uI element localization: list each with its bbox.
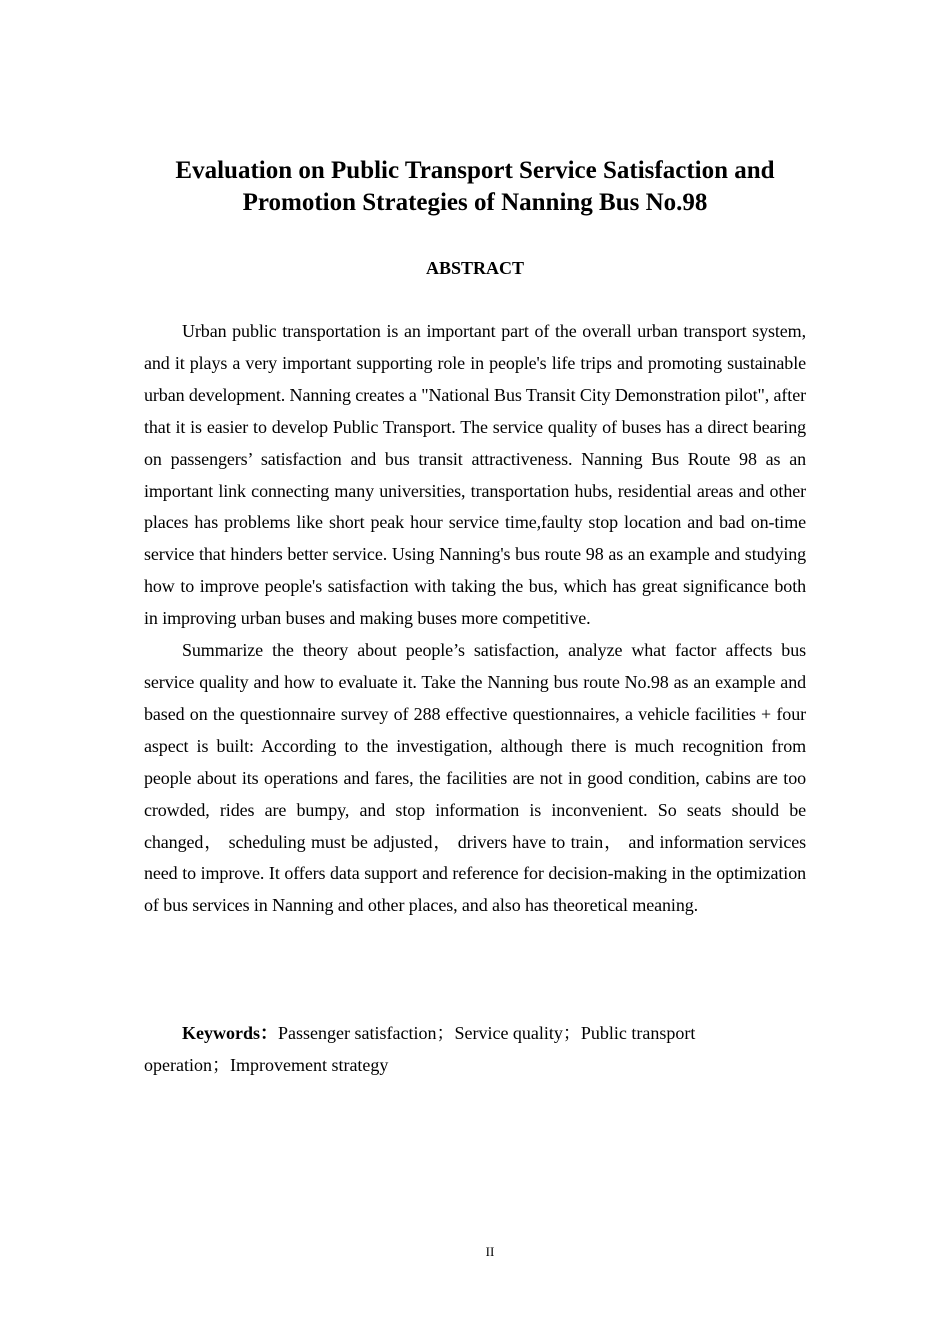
abstract-body — [144, 316, 806, 922]
page-number: II — [485, 1244, 495, 1259]
abstract-paragraph-2: Summarize the theory about people’s satisfaction, analyze what factor affects bus service quality and how to evaluate it. Take the Nanning bus route No.98 as an example and based on the questionnaire survey of 288 effective questionnaires, a vehicle facilities + four aspect is built: According to the investigation, although there is much recognition from people about its operations and fares, the facilities are not in good condition, cabins are too crowded, rides are bumpy, and stop information is inconvenient. So seats should be changed， scheduling must be adjusted， drivers have to train， and information services need to improve. It offers data support and reference for decision-making in the optimization of bus services in Nanning and other places, and also has theoretical meaning. — [144, 640, 806, 916]
abstract-paragraph-1: Urban public transportation is an important part of the overall urban transport system, and it plays a very important supporting role in people's life trips and promoting sustainable urban development. Nanning creates a "National Bus Transit City Demonstration pilot", after that it is easier to develop Public Transport. The service quality of buses has a direct bearing on passengers’ satisfaction and bus transit attractiveness. Nanning Bus Route 98 as an important link connecting many universities, transportation hubs, residential areas and other places has problems like short peak hour service time,faulty stop location and bad on-time service that hinders better service. Using Nanning's bus route 98 as an example and studying how to improve people's satisfaction with taking the bus, which has great significance both in improving urban buses and making buses more competitive. — [144, 321, 806, 629]
keywords-label: Keywords： — [182, 1023, 278, 1043]
keywords-text: Passenger satisfaction；Service quality；Public transport operation；Improvement strategy — [144, 1023, 696, 1075]
document-page — [144, 0, 806, 1344]
abstract-heading: ABSTRACT — [425, 258, 525, 278]
paper-title — [144, 155, 806, 219]
paper-title-line-1: Evaluation on Public Transport Service Satisfaction and — [175, 157, 775, 184]
keywords — [144, 1018, 744, 1082]
paper-title-line-2: Promotion Strategies of Nanning Bus No.98 — [242, 189, 708, 216]
